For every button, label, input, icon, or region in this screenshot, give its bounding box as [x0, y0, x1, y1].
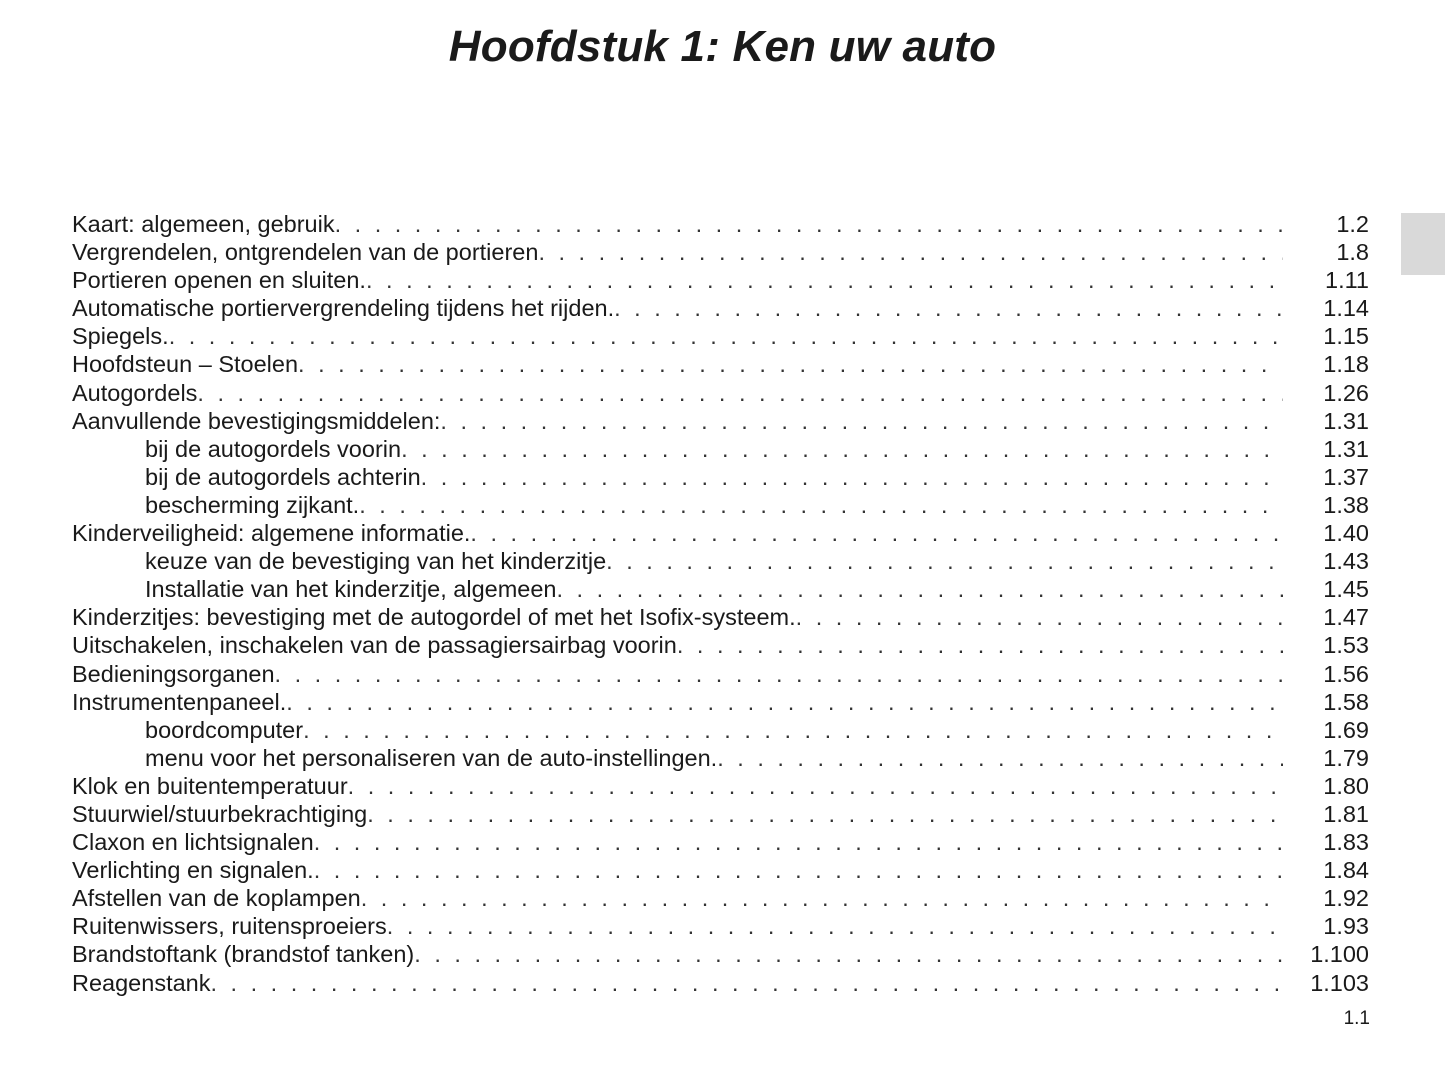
toc-entry-label: Reagenstank [72, 969, 211, 996]
toc-leader-dots [314, 828, 1283, 856]
toc-leader-dots [470, 519, 1283, 547]
toc-entry-page: 1.93 [1323, 913, 1369, 940]
toc-leader-dots [361, 884, 1283, 912]
toc-entry-page: 1.103 [1310, 969, 1369, 996]
table-of-contents [72, 210, 1369, 997]
toc-entry-page: 1.37 [1323, 463, 1369, 490]
toc-entry-label: Bedieningsorganen [72, 660, 275, 687]
toc-entry-page: 1.15 [1323, 323, 1369, 350]
toc-entry-page: 1.100 [1310, 941, 1369, 968]
toc-entry-label: bij de autogordels voorin [145, 435, 402, 462]
toc-entry[interactable] [72, 969, 1369, 997]
toc-entry[interactable] [72, 322, 1369, 350]
toc-entry-label: Automatische portiervergrendeling tijdens het rijden. [72, 295, 615, 322]
toc-leader-dots [538, 238, 1283, 266]
toc-entry-label: Hoofdsteun – Stoelen [72, 351, 299, 378]
toc-entry[interactable] [72, 210, 1369, 238]
toc-entry-page: 1.2 [1336, 211, 1369, 237]
toc-leader-dots [614, 294, 1283, 322]
toc-leader-dots [286, 688, 1283, 716]
toc-entry-label: Kinderveiligheid: algemene informatie. [72, 520, 471, 547]
toc-leader-dots [314, 856, 1283, 884]
toc-entry[interactable] [72, 856, 1369, 884]
toc-entry-page: 1.11 [1325, 267, 1369, 294]
toc-entry-label: Uitschakelen, inschakelen van de passagiersairbag voorin [72, 632, 677, 659]
toc-leader-dots [796, 603, 1283, 631]
toc-leader-dots [606, 547, 1283, 575]
toc-entry-page: 1.69 [1323, 716, 1369, 743]
toc-leader-dots [387, 912, 1283, 940]
toc-entry-page: 1.18 [1323, 351, 1369, 378]
toc-entry[interactable] [72, 772, 1369, 800]
toc-leader-dots [440, 407, 1283, 435]
toc-leader-dots [366, 266, 1283, 294]
toc-subentry[interactable] [72, 575, 1369, 603]
toc-leader-dots [557, 575, 1284, 603]
toc-entry[interactable] [72, 631, 1369, 659]
toc-entry-page: 1.47 [1323, 604, 1369, 631]
toc-entry-label: boordcomputer [145, 716, 304, 743]
toc-entry[interactable] [72, 379, 1369, 407]
toc-entry-label: bij de autogordels achterin [145, 463, 421, 490]
toc-entry-page: 1.84 [1323, 857, 1369, 884]
toc-entry-label: Spiegels. [72, 323, 169, 350]
toc-entry-page: 1.92 [1323, 885, 1369, 912]
toc-leader-dots [298, 350, 1283, 378]
toc-entry[interactable] [72, 294, 1369, 322]
toc-entry[interactable] [72, 912, 1369, 940]
toc-entry-label: bescherming zijkant. [145, 491, 360, 518]
toc-entry[interactable] [72, 800, 1369, 828]
toc-entry[interactable] [72, 519, 1369, 547]
toc-entry-page: 1.81 [1323, 800, 1369, 827]
toc-entry[interactable] [72, 603, 1369, 631]
toc-leader-dots [335, 210, 1283, 238]
toc-subentry[interactable] [72, 716, 1369, 744]
toc-leader-dots [401, 435, 1283, 463]
toc-entry-label: Kaart: algemeen, gebruik [72, 211, 335, 237]
chapter-side-tab [1401, 213, 1445, 275]
toc-entry-page: 1.58 [1323, 688, 1369, 715]
toc-leader-dots [275, 660, 1283, 688]
toc-leader-dots [359, 491, 1283, 519]
toc-entry-page: 1.31 [1323, 407, 1369, 434]
toc-entry[interactable] [72, 688, 1369, 716]
toc-entry-page: 1.40 [1323, 520, 1369, 547]
toc-entry-page: 1.80 [1323, 772, 1369, 799]
toc-leader-dots [303, 716, 1283, 744]
toc-entry-page: 1.79 [1323, 744, 1369, 771]
toc-entry-label: Autogordels [72, 379, 198, 406]
toc-entry-page: 1.56 [1323, 660, 1369, 687]
toc-entry-label: keuze van de bevestiging van het kinderzitje [145, 548, 607, 575]
toc-entry-page: 1.43 [1323, 548, 1369, 575]
toc-entry-label: Verlichting en signalen. [72, 857, 314, 884]
toc-entry-label: menu voor het personaliseren van de auto-instellingen. [145, 744, 718, 771]
toc-leader-dots [169, 322, 1283, 350]
toc-entry-label: Aanvullende bevestigingsmiddelen: [72, 407, 441, 434]
page-number: 1.1 [1343, 1008, 1370, 1029]
toc-entry[interactable] [72, 266, 1369, 294]
toc-entry-label: Installatie van het kinderzitje, algemeen [145, 576, 557, 603]
toc-entry-page: 1.31 [1323, 435, 1369, 462]
toc-entry-label: Kinderzitjes: bevestiging met de autogordel of met het Isofix-systeem. [72, 604, 796, 631]
toc-entry[interactable] [72, 407, 1369, 435]
toc-leader-dots [367, 800, 1283, 828]
toc-subentry[interactable] [72, 491, 1369, 519]
toc-entry-label: Stuurwiel/stuurbekrachtiging [72, 800, 368, 827]
toc-entry-page: 1.45 [1323, 576, 1369, 603]
toc-entry-label: Klok en buitentemperatuur [72, 772, 348, 799]
toc-leader-dots [197, 379, 1283, 407]
toc-entry-page: 1.26 [1323, 379, 1369, 406]
toc-entry-label: Vergrendelen, ontgrendelen van de portieren [72, 239, 539, 266]
toc-entry-label: Claxon en lichtsignalen [72, 829, 314, 856]
toc-entry-label: Ruitenwissers, ruitensproeiers [72, 913, 387, 940]
toc-subentry[interactable] [72, 547, 1369, 575]
toc-entry[interactable] [72, 828, 1369, 856]
toc-entry-label: Portieren openen en sluiten. [72, 267, 366, 294]
toc-entry-page: 1.53 [1323, 632, 1369, 659]
toc-leader-dots [211, 969, 1284, 997]
toc-entry-page: 1.14 [1323, 295, 1369, 322]
toc-entry[interactable] [72, 940, 1369, 968]
toc-entry-label: Brandstoftank (brandstof tanken) [72, 941, 415, 968]
chapter-title: Hoofdstuk 1: Ken uw auto [448, 22, 997, 71]
toc-entry[interactable] [72, 660, 1369, 688]
toc-entry-page: 1.38 [1323, 491, 1369, 518]
toc-entry[interactable] [72, 884, 1369, 912]
toc-leader-dots [414, 940, 1283, 968]
toc-leader-dots [717, 744, 1283, 772]
toc-leader-dots [677, 631, 1283, 659]
toc-subentry[interactable] [72, 744, 1369, 772]
toc-leader-dots [348, 772, 1283, 800]
toc-entry-page: 1.83 [1323, 829, 1369, 856]
toc-leader-dots [421, 463, 1283, 491]
toc-subentry[interactable] [72, 435, 1369, 463]
toc-entry[interactable] [72, 350, 1369, 378]
toc-entry-label: Instrumentenpaneel. [72, 688, 287, 715]
toc-entry[interactable] [72, 238, 1369, 266]
toc-entry-label: Afstellen van de koplampen [72, 885, 361, 912]
toc-entry-page: 1.8 [1336, 239, 1369, 266]
toc-subentry[interactable] [72, 463, 1369, 491]
